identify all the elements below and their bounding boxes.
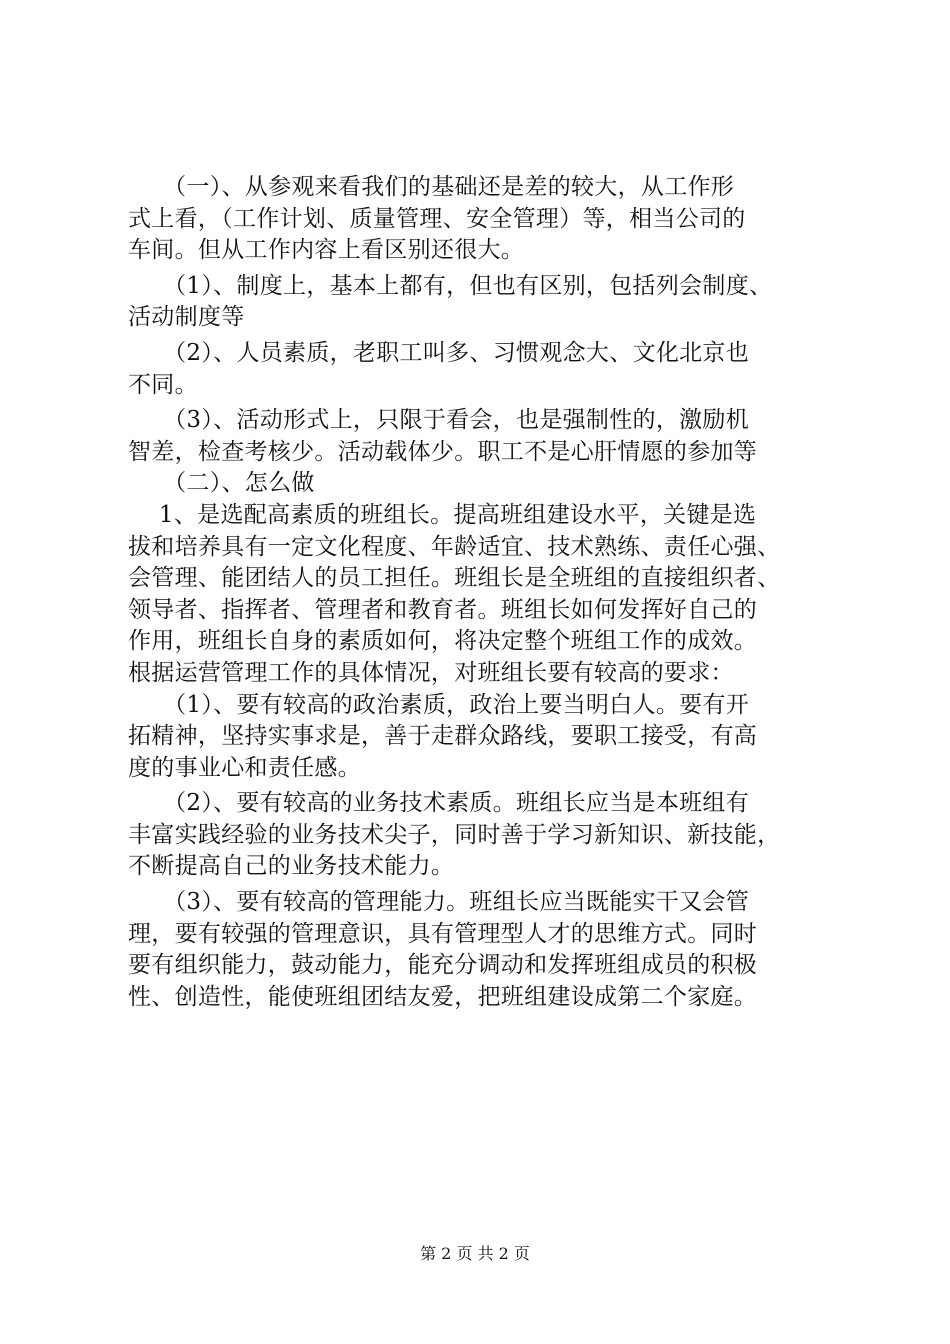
text-line: 度的事业心和责任感。: [128, 754, 361, 781]
text-line: 拓精神，坚持实事求是，善于走群众路线，要职工接受，有高: [128, 723, 758, 750]
text-line: 不同。: [128, 371, 198, 398]
text-line: （二）、怎么做: [128, 470, 315, 497]
text-line: 丰富实践经验的业务技术尖子，同时善于学习新知识、新技能，: [128, 821, 781, 848]
text-line: （2）、要有较高的业务技术素质。班组长应当是本班组有: [128, 790, 750, 817]
text-line: 要有组织能力，鼓动能力，能充分调动和发挥班组成员的积极: [128, 952, 758, 979]
text-line: 理，要有较强的管理意识，具有管理型人才的思维方式。同时: [128, 920, 758, 947]
text-line: 1、是选配高素质的班组长。提高班组建设水平，关键是选: [128, 501, 757, 528]
page-number-label: 第 2 页 共 2 页: [420, 1244, 530, 1263]
text-line: 智差，检查考核少。活动载体少。职工不是心肝情愿的参加等: [128, 438, 758, 465]
text-line: （1）、要有较高的政治素质，政治上要当明白人。要有开: [128, 691, 750, 718]
text-line: （1）、制度上，基本上都有，但也有区别，包括列会制度、: [128, 272, 773, 299]
document-body: [128, 172, 838, 1013]
text-line: 根据运营管理工作的具体情况，对班组长要有较高的要求：: [128, 659, 734, 686]
text-line: 拔和培养具有一定文化程度、年龄适宜、技术熟练、责任心强、: [128, 533, 781, 560]
text-line: 领导者、指挥者、管理者和教育者。班组长如何发挥好自己的: [128, 596, 758, 623]
text-line: （2）、人员素质，老职工叫多、习惯观念大、文化北京也: [128, 339, 750, 366]
text-line: 不断提高自己的业务技术能力。: [128, 853, 455, 880]
text-line: 性、创造性，能使班组团结友爱，把班组建设成第二个家庭。: [128, 983, 758, 1010]
text-line: （一）、从参观来看我们的基础还是差的较大，从工作形: [128, 174, 735, 200]
text-line: （3）、活动形式上，只限于看会，也是强制性的，激励机: [128, 407, 750, 434]
text-line: 会管理、能团结人的员工担任。班组长是全班组的直接组织者、: [128, 565, 781, 592]
page-footer: [0, 1244, 950, 1264]
text-line: 车间。但从工作内容上看区别还很大。: [128, 237, 525, 264]
text-line: 作用，班组长自身的素质如何，将决定整个班组工作的成效。: [128, 628, 758, 655]
text-line: 活动制度等: [128, 304, 245, 331]
text-line: （3）、要有较高的管理能力。班组长应当既能实干又会管: [128, 889, 750, 916]
text-line: 式上看，（工作计划、质量管理、安全管理）等，相当公司的: [128, 205, 746, 232]
